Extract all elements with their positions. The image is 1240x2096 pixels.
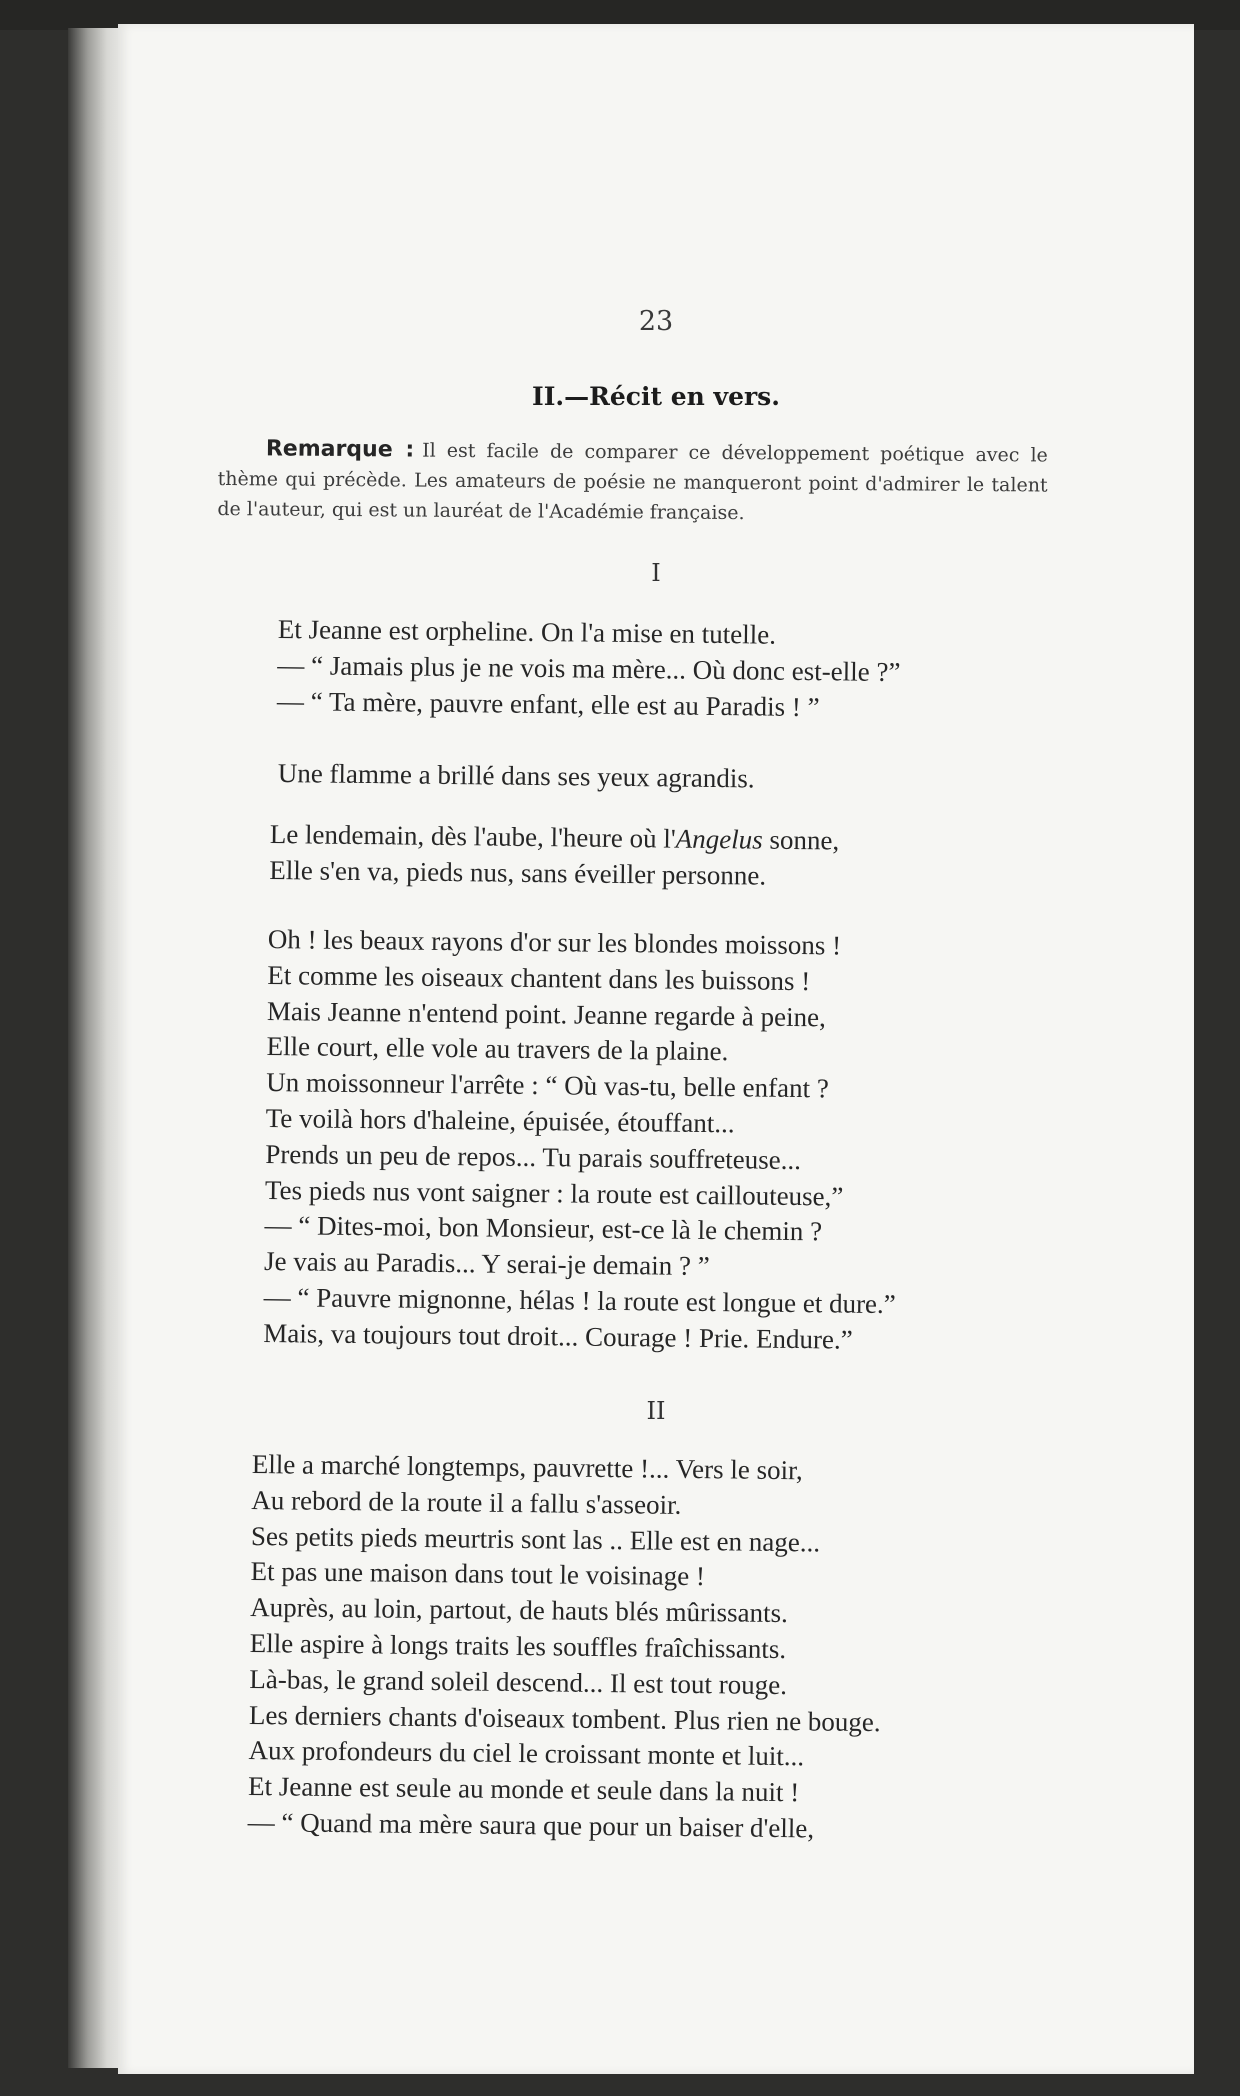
verse-line: Et Jeanne est seule au monde et seule dans la nuit ! bbox=[247, 1771, 800, 1808]
angelus-italic: Angelus bbox=[675, 823, 763, 855]
stanza-1 bbox=[277, 612, 901, 726]
stanza-5 bbox=[248, 1447, 884, 1848]
verse-line: Aux profondeurs du ciel le croissant monte et luit... bbox=[248, 1735, 805, 1772]
verse-line: Et pas une maison dans tout le voisinage ! bbox=[250, 1556, 706, 1592]
verse-line: Mais, va toujours tout droit... Courage ! Prie. Endure.” bbox=[263, 1317, 853, 1355]
verse-line: Un moissonneur l'arrête : “ Où vas-tu, belle enfant ? bbox=[266, 1067, 830, 1104]
verse-line: Elle court, elle vole au travers de la plaine. bbox=[266, 1031, 729, 1067]
verse-line: Là-bas, le grand soleil descend... Il est tout rouge. bbox=[249, 1663, 788, 1700]
verse-line: Prends un peu de repos... Tu parais souffreteuse... bbox=[265, 1138, 802, 1175]
verse-line: Les derniers chants d'oiseaux tombent. Plus rien ne bouge. bbox=[248, 1699, 881, 1737]
stanza-3 bbox=[269, 817, 839, 895]
verse-text: sonne, bbox=[762, 824, 840, 856]
verse-line: Je vais au Paradis... Y serai-je demain ? ” bbox=[263, 1246, 710, 1282]
canto-numeral-2: II bbox=[646, 1397, 666, 1425]
verse-line: Te voilà hors d'haleine, épuisée, étouffant... bbox=[265, 1102, 735, 1139]
verse-line: Au rebord de la route il a fallu s'asseoir. bbox=[251, 1484, 682, 1520]
verse-line: — “ Dites-moi, bon Monsieur, est-ce là le chemin ? bbox=[264, 1210, 823, 1247]
book-gutter bbox=[68, 28, 124, 2068]
book-page bbox=[118, 24, 1194, 2074]
verse-line: Tes pieds nus vont saigner : la route est caillouteuse,” bbox=[264, 1174, 844, 1212]
page-number: 23 bbox=[638, 306, 674, 337]
verse-line: Elle aspire à longs traits les souffles fraîchissants. bbox=[249, 1627, 787, 1665]
verse-line: Et comme les oiseaux chantent dans les buissons ! bbox=[267, 959, 811, 996]
verse-line: Mais Jeanne n'entend point. Jeanne regarde à peine, bbox=[266, 995, 827, 1032]
canto-numeral-1: I bbox=[651, 559, 661, 587]
verse-line: Elle a marché longtemps, pauvrette !... Vers le soir, bbox=[251, 1448, 803, 1486]
verse-line: Auprès, au loin, partout, de hauts blés mûrissants. bbox=[250, 1592, 788, 1629]
verse-line: Oh ! les beaux rayons d'or sur les blondes moissons ! bbox=[267, 923, 842, 961]
remark-paragraph bbox=[217, 434, 1048, 531]
remark-label: Remarque : bbox=[265, 436, 415, 463]
stanza-2 bbox=[278, 756, 755, 797]
verse-line: Et Jeanne est orpheline. On l'a mise en tutelle. bbox=[277, 613, 777, 650]
remark-text: Il est facile de comparer ce développement poétique avec le thème qui précède. Les amateurs de poésie ne manqueront point d'admirer le talent de l'auteur, qui est un lauréat de l'Académie française. bbox=[217, 439, 1048, 525]
verse-text: Le lendemain, dès l'aube, l'heure où l' bbox=[269, 818, 676, 854]
verse-line: — “ Pauvre mignonne, hélas ! la route est longue et dure.” bbox=[263, 1281, 896, 1320]
verse-line: Ses petits pieds meurtris sont las .. Elle est en nage... bbox=[250, 1520, 821, 1558]
verse-line bbox=[270, 817, 840, 859]
verse-line: — “ Quand ma mère saura que pour un baiser d'elle, bbox=[247, 1806, 815, 1844]
verse-line: — “ Ta mère, pauvre enfant, elle est au Paradis ! ” bbox=[276, 685, 820, 722]
verse-line: Une flamme a brillé dans ses yeux agrandis. bbox=[277, 757, 755, 794]
verse-line: — “ Jamais plus je ne vois ma mère... Où donc est-elle ?” bbox=[277, 649, 901, 687]
stanza-4 bbox=[263, 922, 900, 1359]
verse-line: Elle s'en va, pieds nus, sans éveiller personne. bbox=[269, 854, 767, 891]
section-title: II.—Récit en vers. bbox=[532, 382, 780, 411]
